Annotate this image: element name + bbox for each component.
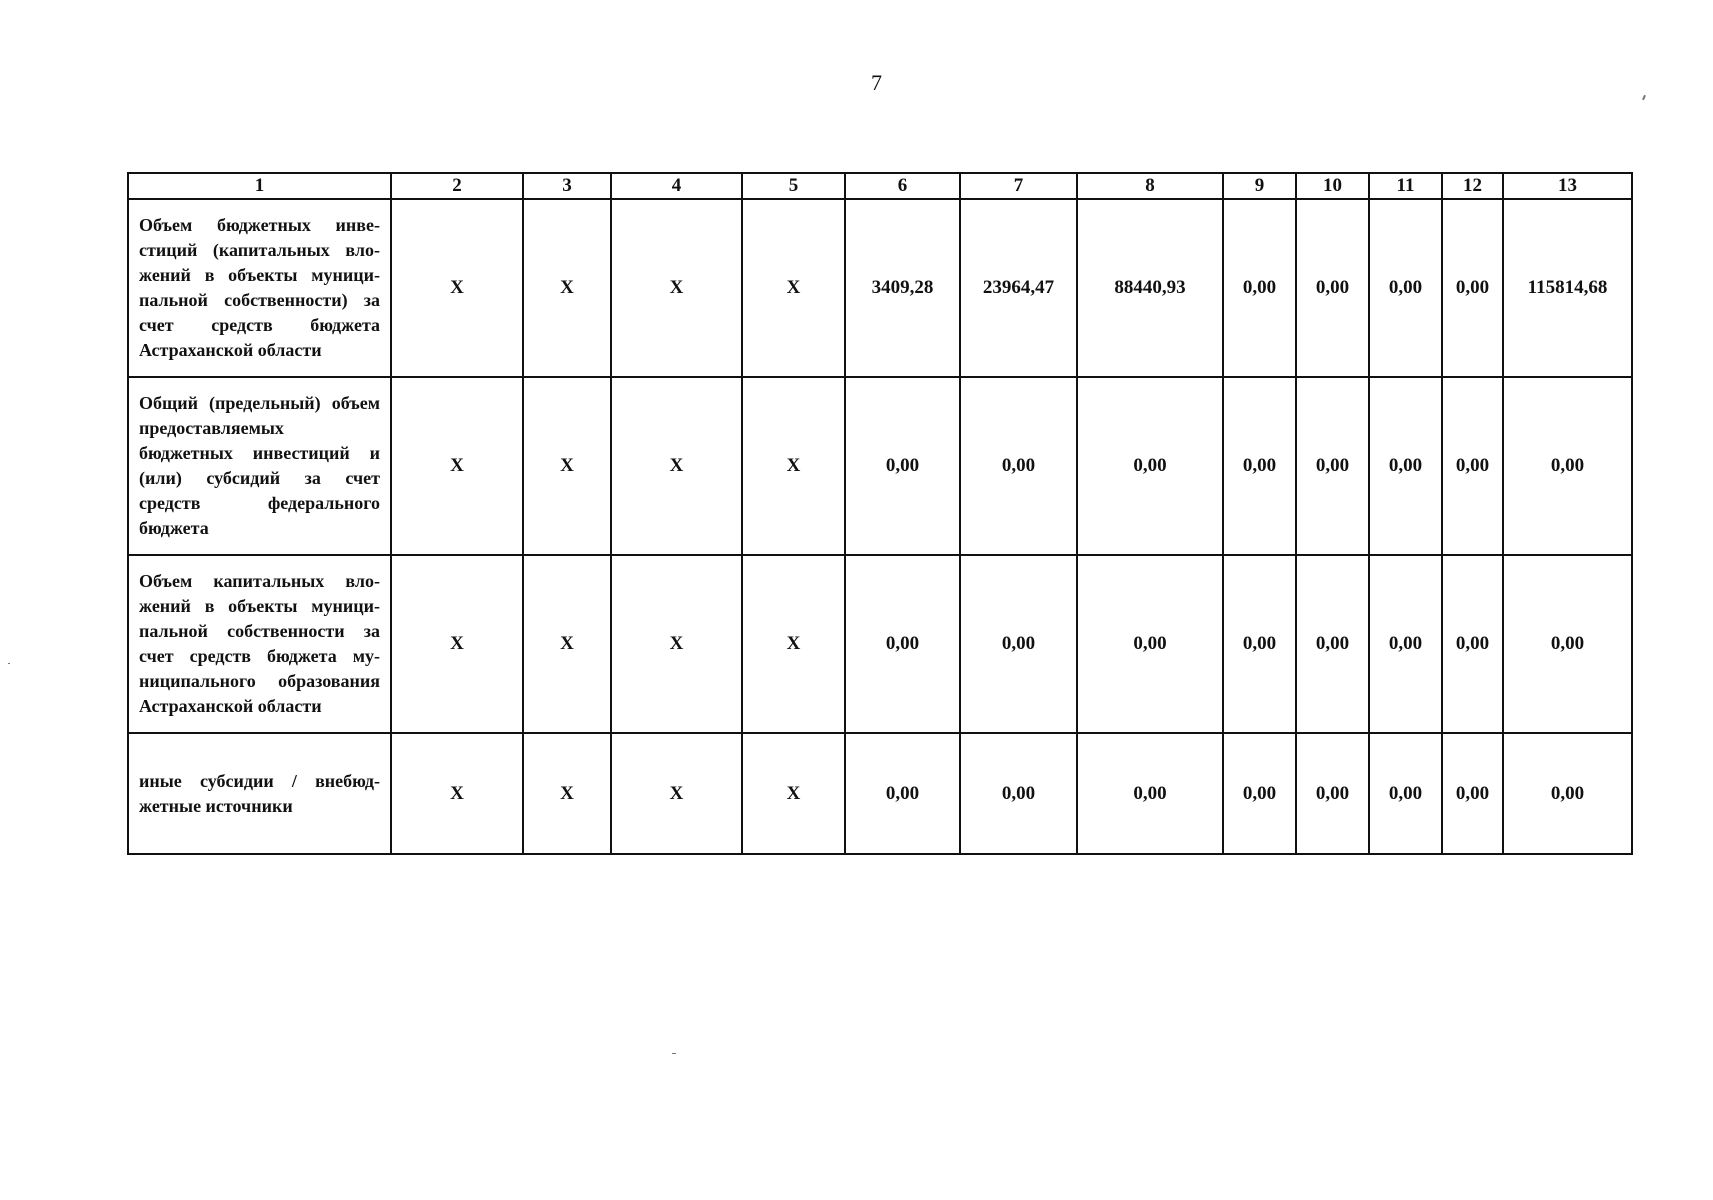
table-cell: 0,00 [1369, 733, 1442, 854]
table-cell: 0,00 [960, 377, 1077, 555]
table-cell: 0,00 [1369, 555, 1442, 733]
table-cell: 0,00 [1077, 733, 1223, 854]
scan-speck [672, 1053, 676, 1054]
table-cell: 3409,28 [845, 199, 960, 377]
table-cell: 115814,68 [1503, 199, 1632, 377]
column-header: 2 [391, 173, 523, 199]
header-row [128, 173, 1632, 199]
table-cell: 0,00 [1442, 199, 1503, 377]
column-header: 1 [128, 173, 391, 199]
table-cell: 23964,47 [960, 199, 1077, 377]
column-header: 3 [523, 173, 611, 199]
table-row [128, 377, 1632, 555]
table-cell: X [742, 199, 845, 377]
table-cell: 0,00 [1296, 733, 1369, 854]
column-header: 9 [1223, 173, 1296, 199]
column-header: 13 [1503, 173, 1632, 199]
table-cell: 0,00 [1077, 555, 1223, 733]
table-cell: 0,00 [1503, 555, 1632, 733]
table-cell: 0,00 [1223, 377, 1296, 555]
budget-table-container [127, 172, 1633, 855]
column-header: 7 [960, 173, 1077, 199]
row-label: Объем капитальных вло-жений в объекты муници-пальной собственности за счет средств бюджета му-ниципального образования Астраханской области [128, 555, 391, 733]
table-cell: 0,00 [1296, 555, 1369, 733]
column-header: 8 [1077, 173, 1223, 199]
table-cell: X [742, 555, 845, 733]
table-cell: 0,00 [1296, 377, 1369, 555]
table-cell: 0,00 [845, 377, 960, 555]
table-cell: 0,00 [1369, 377, 1442, 555]
row-label: Объем бюджетных инве-стиций (капитальных вло-жений в объекты муници-пальной собственности) за счет средств бюджета Астраханской области [128, 199, 391, 377]
table-cell: 88440,93 [1077, 199, 1223, 377]
table-cell: X [611, 555, 742, 733]
table-cell: 0,00 [1296, 199, 1369, 377]
column-header: 10 [1296, 173, 1369, 199]
scan-speck [8, 663, 10, 664]
budget-table [127, 172, 1633, 855]
column-header: 12 [1442, 173, 1503, 199]
table-row [128, 199, 1632, 377]
table-cell: 0,00 [1503, 733, 1632, 854]
table-cell: 0,00 [845, 555, 960, 733]
row-label: Общий (предельный) объем предоставляемых бюджетных инвестиций и (или) субсидий за счет средств федерального бюджета [128, 377, 391, 555]
table-cell: 0,00 [1369, 199, 1442, 377]
table-cell: X [611, 377, 742, 555]
column-header: 4 [611, 173, 742, 199]
table-cell: X [742, 377, 845, 555]
table-cell: 0,00 [845, 733, 960, 854]
column-header: 11 [1369, 173, 1442, 199]
table-cell: X [611, 733, 742, 854]
row-label: иные субсидии / внебюд-жетные источники [128, 733, 391, 854]
table-cell: X [391, 377, 523, 555]
table-cell: 0,00 [960, 555, 1077, 733]
column-header: 6 [845, 173, 960, 199]
table-cell: 0,00 [1223, 733, 1296, 854]
page-number: 7 [871, 70, 882, 95]
table-cell: X [523, 199, 611, 377]
table-row [128, 555, 1632, 733]
table-row [128, 733, 1632, 854]
table-cell: 0,00 [1503, 377, 1632, 555]
table-cell: X [391, 733, 523, 854]
table-cell: X [391, 555, 523, 733]
table-cell: X [391, 199, 523, 377]
scan-speck [1642, 95, 1646, 100]
column-header: 5 [742, 173, 845, 199]
table-cell: 0,00 [1223, 199, 1296, 377]
table-cell: X [523, 733, 611, 854]
table-cell: X [742, 733, 845, 854]
table-cell: X [611, 199, 742, 377]
table-cell: 0,00 [1077, 377, 1223, 555]
table-cell: X [523, 555, 611, 733]
table-cell: 0,00 [1223, 555, 1296, 733]
table-cell: 0,00 [1442, 377, 1503, 555]
table-cell: X [523, 377, 611, 555]
table-cell: 0,00 [960, 733, 1077, 854]
table-cell: 0,00 [1442, 555, 1503, 733]
table-cell: 0,00 [1442, 733, 1503, 854]
